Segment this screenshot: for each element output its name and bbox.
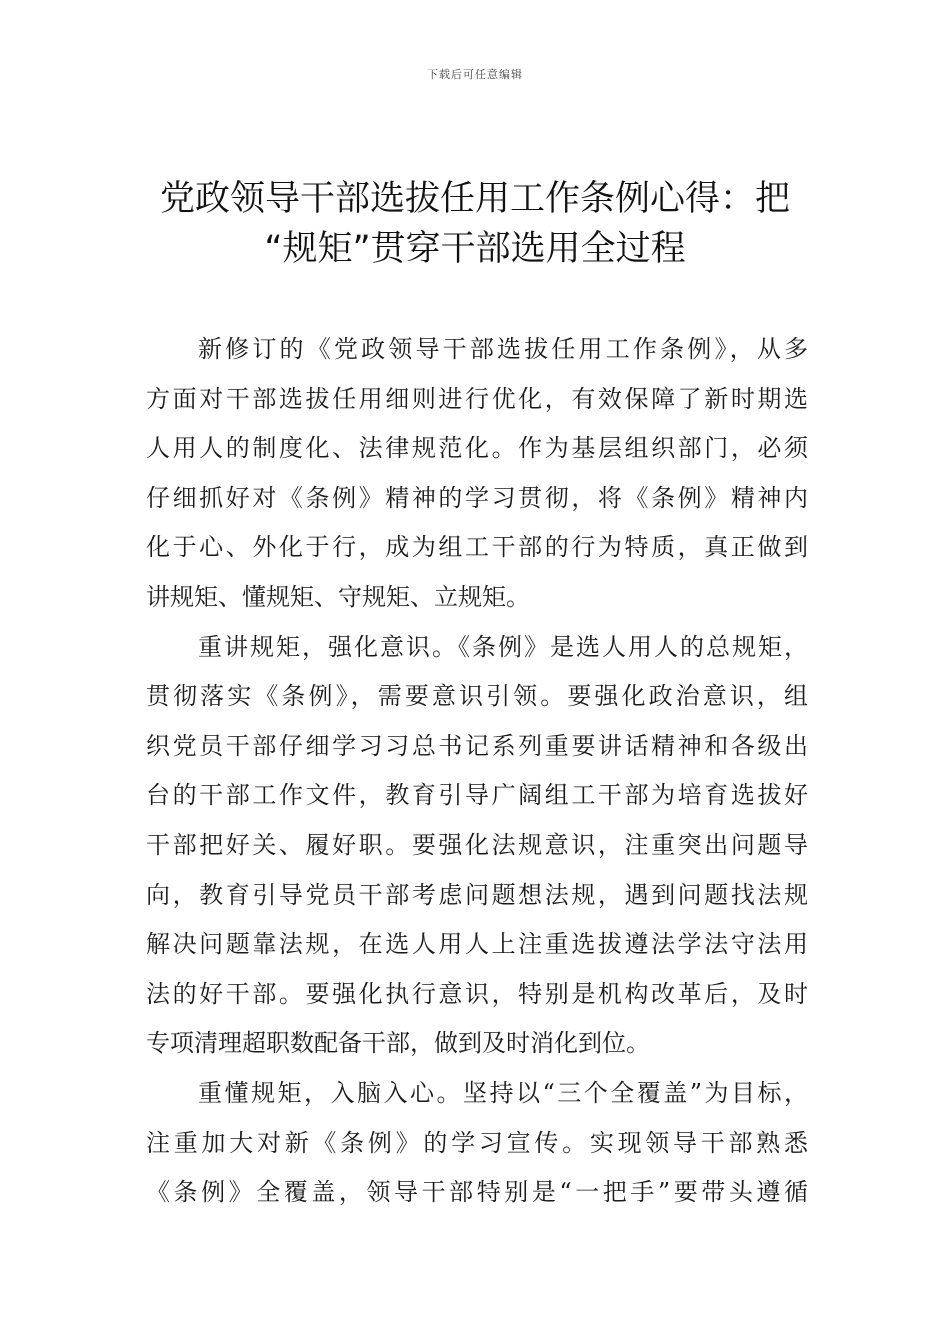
paragraph-2-line: 织党员干部仔细学习习总书记系列重要讲话精神和各级出 xyxy=(146,731,808,760)
document-body xyxy=(146,325,808,1218)
title-line-1: 党政领导干部选拔任用工作条例心得：把 xyxy=(159,179,790,219)
paragraph-2-line: 法的好干部。要强化执行意识，特别是机构改革后，及时 xyxy=(146,979,808,1008)
paragraph-1-line: 讲规矩、懂规矩、守规矩、立规矩。 xyxy=(146,582,530,611)
paragraph-3-line: 《条例》全覆盖，领导干部特别是“一把手”要带头遵循 xyxy=(146,1178,808,1207)
paragraph-1-line: 仔细抓好对《条例》精神的学习贯彻，将《条例》精神内 xyxy=(146,483,808,512)
paragraph-2-line: 解决问题靠法规，在选人用人上注重选拔遵法学法守法用 xyxy=(146,930,808,959)
document-title xyxy=(120,174,830,274)
paragraph-3-line: 注重加大对新《条例》的学习宣传。实现领导干部熟悉 xyxy=(146,1128,808,1157)
paragraph-2-line: 台的干部工作文件，教育引导广阔组工干部为培育选拔好 xyxy=(146,781,808,810)
paragraph-3-line: 重懂规矩，入脑入心。坚持以“三个全覆盖”为目标， xyxy=(198,1078,808,1107)
paragraph-2-line: 向，教育引导党员干部考虑问题想法规，遇到问题找法规 xyxy=(146,880,808,909)
title-line-2: “规矩”贯穿干部选用全过程 xyxy=(264,229,686,269)
paragraph-1-line: 化于心、外化于行，成为组工干部的行为特质，真正做到 xyxy=(146,533,808,562)
header-note: 下载后可任意编辑 xyxy=(427,68,523,81)
paragraph-2-line: 贯彻落实《条例》，需要意识引领。要强化政治意识，组 xyxy=(146,682,808,711)
paragraph-1-line: 人用人的制度化、法律规范化。作为基层组织部门，必须 xyxy=(146,434,808,463)
paragraph-2-line: 重讲规矩，强化意识。《条例》是选人用人的总规矩， xyxy=(198,632,808,661)
paragraph-2-line: 干部把好关、履好职。要强化法规意识，注重突出问题导 xyxy=(146,830,808,859)
paragraph-2-line: 专项清理超职数配备干部，做到及时消化到位。 xyxy=(146,1029,650,1058)
paragraph-1-line: 方面对干部选拔任用细则进行优化，有效保障了新时期选 xyxy=(146,384,808,413)
paragraph-1-line: 新修订的《党政领导干部选拔任用工作条例》，从多 xyxy=(198,335,808,363)
